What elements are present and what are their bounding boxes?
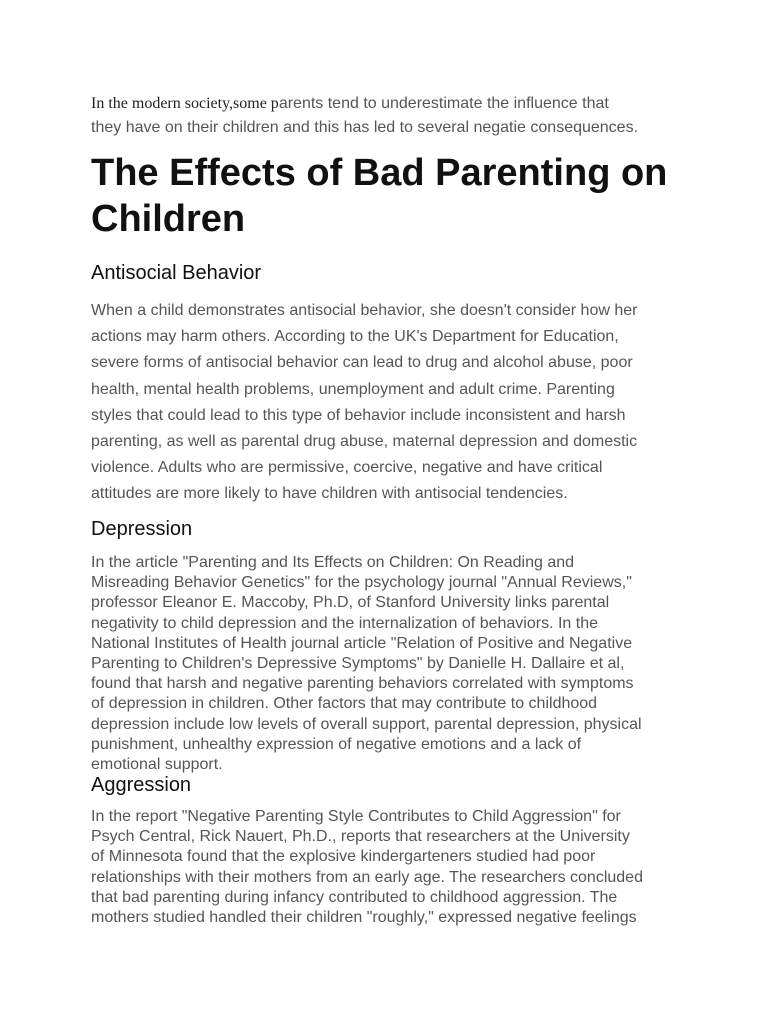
paragraph-line: National Institutes of Health journal article "Relation of Positive and Negative [91,634,633,652]
paragraph-line: relationships with their mothers from an early age. The researchers concluded [91,868,643,886]
paragraph-line: violence. Adults who are permissive, coercive, negative and have critical [91,459,603,477]
section-heading-antisocial: Antisocial Behavior [91,262,262,284]
paragraph-line: depression include low levels of overall support, parental depression, physical [91,715,642,733]
section-body-depression [91,553,681,775]
paragraph-line: mothers studied handled their children "roughly," expressed negative feelings [91,909,637,927]
paragraph-line: health, mental health problems, unemployment and adult crime. Parenting [91,380,615,398]
paragraph-line: professor Eleanor E. Maccoby, Ph.D, of Stanford University links parental [91,594,610,612]
paragraph-line: In the report "Negative Parenting Style Contributes to Child Aggression" for [91,808,621,825]
title-line-2: Children [91,198,246,240]
paragraph-line: parenting, as well as parental drug abuse, maternal depression and domestic [91,433,638,451]
paragraph-line: styles that could lead to this type of behavior include inconsistent and harsh [91,406,626,424]
intro-paragraph [91,92,681,140]
paragraph-line: severe forms of antisocial behavior can lead to drug and alcohol abuse, poor [91,354,633,372]
intro-line-1-rest: arents tend to underestimate the influence that [278,95,609,112]
paragraph-line: emotional support. [91,756,223,774]
paragraph-line: In the article "Parenting and Its Effects on Children: On Reading and [91,554,575,571]
paragraph-line: Psych Central, Rick Nauert, Ph.D., reports that researchers at the University [91,828,630,846]
paragraph-line: When a child demonstrates antisocial behavior, she doesn't consider how her [91,302,638,319]
paragraph-line: of depression in children. Other factors that may contribute to childhood [91,695,598,713]
paragraph-line: that bad parenting during infancy contributed to childhood aggression. The [91,888,618,906]
paragraph-line: actions may harm others. According to the UK's Department for Education, [91,328,619,346]
paragraph-line: negativity to child depression and the internalization of behaviors. In the [91,614,598,632]
paragraph-line: found that harsh and negative parenting behaviors correlated with symptoms [91,675,634,693]
intro-line-1 [91,92,681,116]
title-line-1: The Effects of Bad Parenting on [91,152,668,194]
section-body-antisocial [91,298,681,508]
paragraph-line: attitudes are more likely to have children with antisocial tendencies. [91,485,568,503]
page-title [91,150,681,242]
paragraph-line: Parenting to Children's Depressive Symptoms" by Danielle H. Dallaire et al, [91,655,625,673]
section-body-aggression [91,807,681,928]
paragraph-line: of Minnesota found that the explosive kindergarteners studied had poor [91,848,596,866]
intro-line-2: they have on their children and this has led to several negatie consequences. [91,119,639,136]
section-heading-aggression: Aggression [91,774,192,796]
intro-serif-text: In the modern society,some p [91,95,279,112]
section-heading-depression: Depression [91,518,193,540]
paragraph-line: punishment, unhealthy expression of negative emotions and a lack of [91,735,582,753]
paragraph-line: Misreading Behavior Genetics" for the psychology journal "Annual Reviews," [91,574,632,592]
